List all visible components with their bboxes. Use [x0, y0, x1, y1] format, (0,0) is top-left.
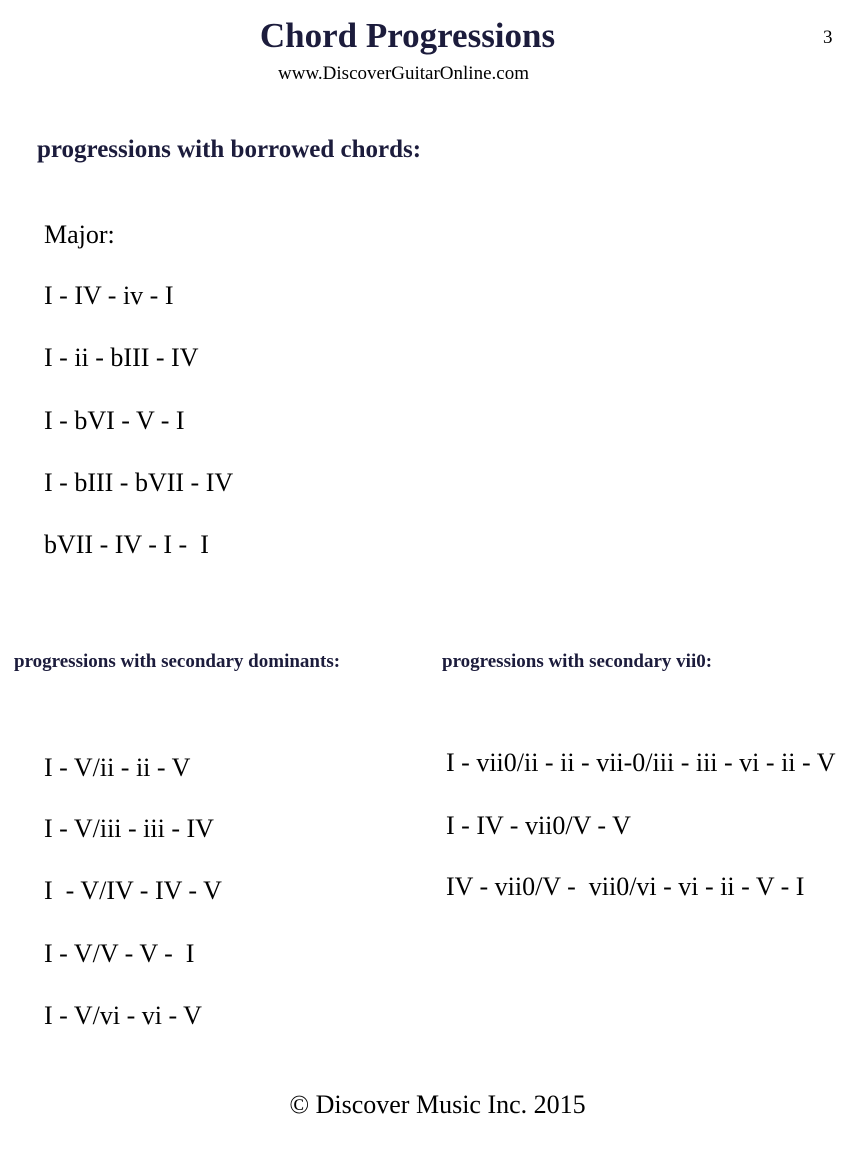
borrowed-progression: I - bIII - bVII - IV	[44, 468, 234, 497]
borrowed-chords-heading: progressions with borrowed chords:	[37, 136, 422, 163]
page-number: 3	[823, 27, 833, 48]
dominant-progression: I - V/vi - vi - V	[44, 1001, 202, 1030]
borrowed-progression: I - bVI - V - I	[44, 406, 185, 435]
secondary-dominants-heading: progressions with secondary dominants:	[14, 651, 341, 672]
dominant-progression: I - V/iii - iii - IV	[44, 814, 214, 843]
dominant-progression: I - V/ii - ii - V	[44, 753, 191, 782]
page-title: Chord Progressions	[259, 16, 556, 55]
borrowed-progression: I - IV - iv - I	[44, 281, 174, 310]
website-url: www.DiscoverGuitarOnline.com	[278, 63, 529, 84]
secondary-vii-heading: progressions with secondary vii0:	[442, 651, 713, 672]
vii-progression: I - IV - vii0/V - V	[446, 811, 631, 840]
vii-progression: I - vii0/ii - ii - vii-0/iii - iii - vi - ii - V	[446, 748, 836, 777]
copyright-footer: © Discover Music Inc. 2015	[289, 1090, 586, 1119]
dominant-progression: I - V/IV - IV - V	[44, 876, 222, 905]
major-subheading: Major:	[44, 220, 115, 249]
borrowed-progression: bVII - IV - I - I	[44, 530, 209, 559]
dominant-progression: I - V/V - V - I	[44, 939, 195, 968]
vii-progression: IV - vii0/V - vii0/vi - vi - ii - V - I	[446, 872, 805, 901]
borrowed-progression: I - ii - bIII - IV	[44, 343, 199, 372]
